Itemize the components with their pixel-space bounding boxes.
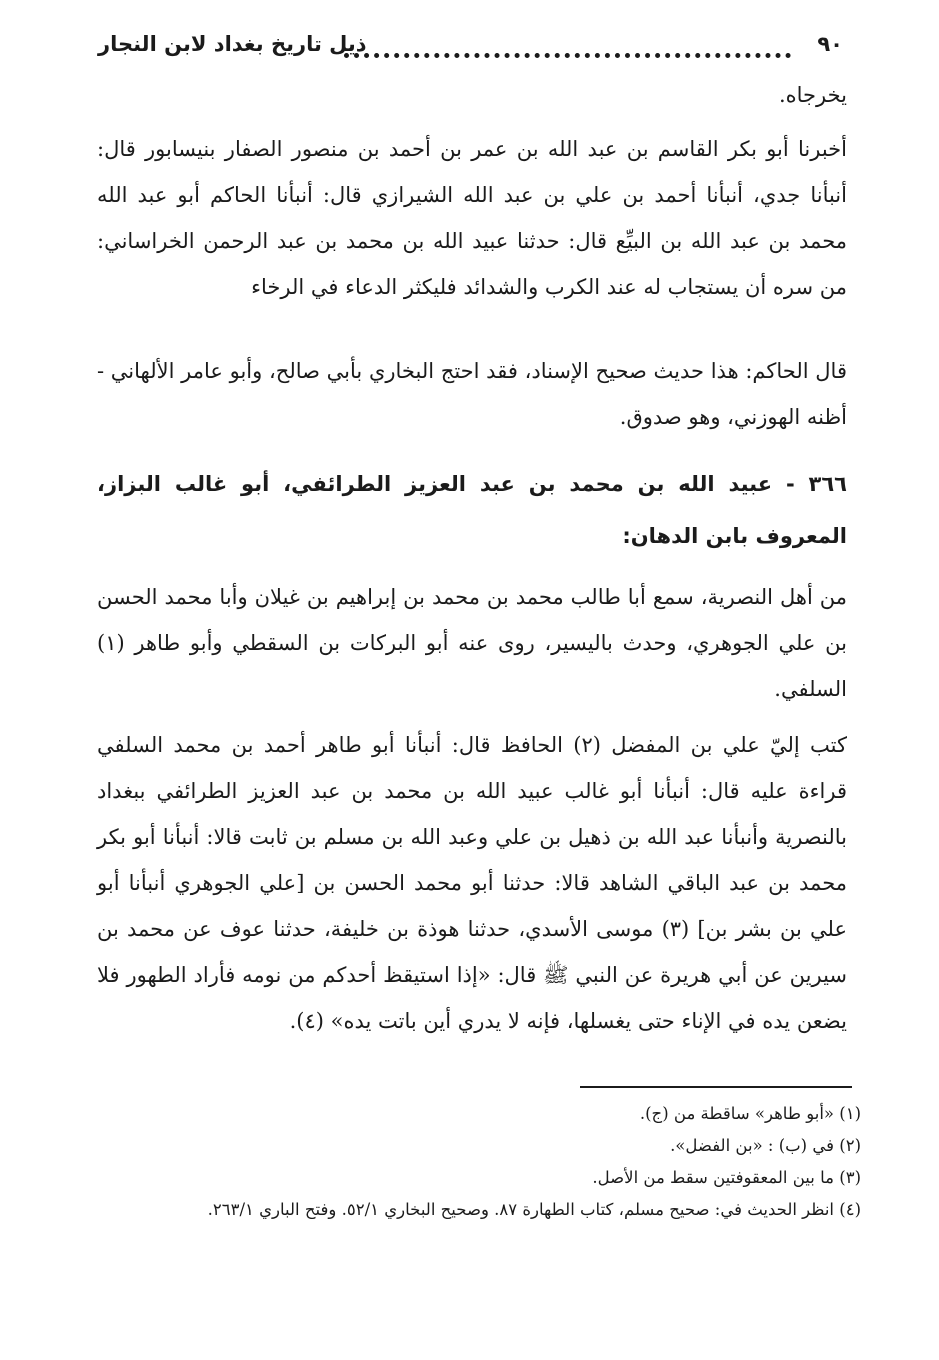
- footnote-2: (٢) في (ب) : «بن الفضل».: [670, 1136, 861, 1155]
- header-dotted-leader: [344, 53, 791, 58]
- footnote-separator: [580, 1086, 852, 1088]
- paragraph-continuation: يخرجاه.: [778, 83, 847, 107]
- entry-heading-366: ٣٦٦ - عبيد الله بن محمد بن عبد العزيز الطرائفي، أبو غالب البزاز، المعروف بابن الدهان:: [97, 472, 847, 548]
- page-header: [98, 28, 843, 68]
- paragraph-isnad-hakim: أخبرنا أبو بكر القاسم بن عبد الله بن عمر بن أحمد بن منصور الصفار بنيسابور قال: أنبأنا جدي، أنبأنا أحمد بن علي بن عبد الله الشيرازي قال: أنبأنا الحاكم أبو عبد الله محمد بن عبد الله بن البيِّع قال: حدثنا عبيد الله بن محمد بن عبد الرحمن الخراساني: من سره أن يستجاب له عند الكرب والشدائد فليكثر الدعاء في الرخاء: [97, 137, 847, 299]
- footnote-1: (١) «أبو طاهر» ساقطة من (ج).: [639, 1104, 861, 1123]
- paragraph-hadith: كتب إليّ علي بن المفضل (٢) الحافظ قال: أنبأنا أبو طاهر أحمد بن محمد السلفي قراءة عليه قال: أنبأنا أبو غالب عبيد الله بن محمد بن عبد العزيز الطرائفي ببغداد بالنصرية وأنبأنا عبد الله بن ذهيل بن علي وعبد الله بن مسلم بن ثابت قالا: أنبأنا أبو بكر محمد بن عبد الباقي الشاهد قالا: حدثنا أبو محمد الحسن بن [علي الجوهري أنبأنا أبو علي بن بشر بن] (٣) موسى الأسدي، حدثنا هوذة بن خليفة، حدثنا عوف عن محمد بن سيرين عن أبي هريرة عن النبي ﷺ قال: «إذا استيقظ أحدكم من نومه فأراد الطهور فلا يضعن يده في الإناء حتى يغسلها، فإنه لا يدري أين باتت يده» (٤).: [97, 733, 847, 1033]
- paragraph-biography: من أهل النصرية، سمع أبا طالب محمد بن محمد بن إبراهيم بن غيلان وأبا محمد الحسن بن علي الجوهري، وحدث باليسير، روى عنه أبو البركات بن السقطي وأبو طاهر (١) السلفي.: [97, 585, 847, 701]
- paragraph-hakim-comment: قال الحاكم: هذا حديث صحيح الإسناد، فقد احتج البخاري بأبي صالح، وأبو عامر الألهاني - أظنه الهوزني، وهو صدوق.: [97, 359, 847, 429]
- footnote-3: (٣) ما بين المعقوفتين سقط من الأصل.: [592, 1168, 861, 1187]
- page-number: ٩٠: [817, 32, 843, 56]
- footnotes: [96, 1098, 861, 1226]
- footnote-4: (٤) انظر الحديث في: صحيح مسلم، كتاب الطهارة ٨٧. وصحيح البخاري ٥٢/١. وفتح الباري ٢٦٣/١.: [207, 1200, 861, 1219]
- running-title: ذيل تاريخ بغداد لابن النجار: [98, 32, 367, 56]
